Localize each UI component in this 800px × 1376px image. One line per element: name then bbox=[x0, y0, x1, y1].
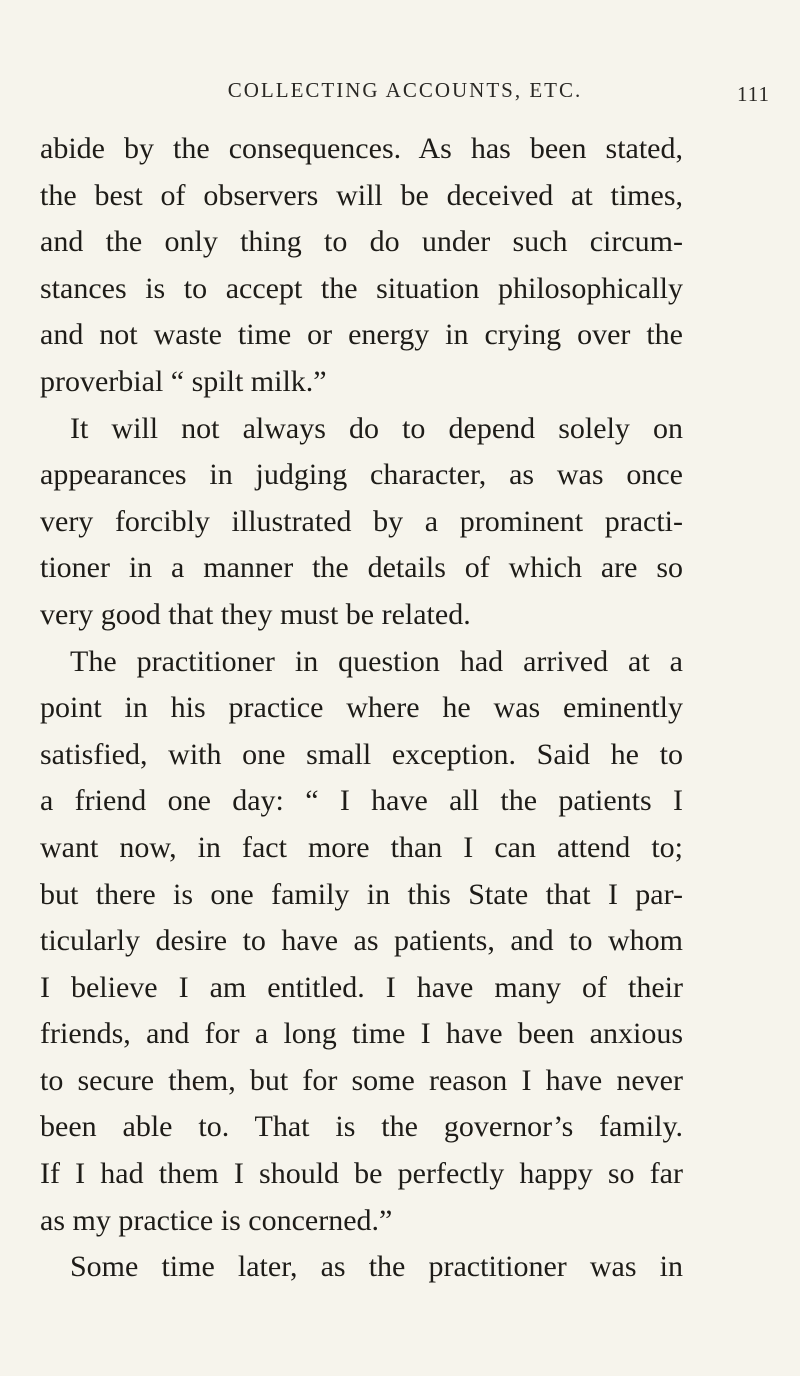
text-line: but there is one family in this State that I par- bbox=[40, 877, 683, 911]
text-line: The practitioner in question had arrived at a bbox=[70, 644, 683, 678]
text-line: been able to. That is the governor’s family. bbox=[40, 1110, 683, 1144]
text-line: I believe I am entitled. I have many of their bbox=[40, 970, 683, 1004]
text-line: want now, in fact more than I can attend to; bbox=[40, 830, 683, 864]
text-line: and not waste time or energy in crying over the bbox=[40, 318, 683, 352]
text-line: If I had them I should be perfectly happy so far bbox=[40, 1157, 683, 1191]
text-line: tioner in a manner the details of which are so bbox=[40, 551, 683, 585]
text-line: It will not always do to depend solely on bbox=[70, 411, 683, 445]
text-line: very forcibly illustrated by a prominent practi- bbox=[40, 504, 683, 538]
running-head bbox=[40, 78, 770, 114]
text-line: ticularly desire to have as patients, and to whom bbox=[40, 924, 683, 958]
text-line: satisfied, with one small exception. Said he to bbox=[40, 737, 683, 771]
text-line: proverbial “ spilt milk.” bbox=[40, 364, 327, 398]
text-line: abide by the consequences. As has been stated, bbox=[40, 132, 683, 165]
text-line: appearances in judging character, as was once bbox=[40, 458, 683, 492]
page-number: 111 bbox=[737, 82, 770, 106]
text-line: and the only thing to do under such circum- bbox=[40, 225, 683, 259]
running-title: COLLECTING ACCOUNTS, ETC. bbox=[227, 78, 583, 102]
text-line: very good that they must be related. bbox=[40, 597, 471, 631]
text-line: Some time later, as the practitioner was in bbox=[70, 1250, 683, 1284]
text-line: stances is to accept the situation philosophically bbox=[40, 271, 683, 305]
text-line: friends, and for a long time I have been anxious bbox=[40, 1017, 683, 1051]
body-text bbox=[40, 126, 683, 1291]
text-line: a friend one day: “ I have all the patients I bbox=[40, 784, 683, 818]
text-line: to secure them, but for some reason I have never bbox=[40, 1063, 683, 1097]
text-line: as my practice is concerned.” bbox=[40, 1203, 393, 1237]
text-line: the best of observers will be deceived at times, bbox=[40, 178, 683, 212]
text-line: point in his practice where he was eminently bbox=[40, 691, 683, 725]
